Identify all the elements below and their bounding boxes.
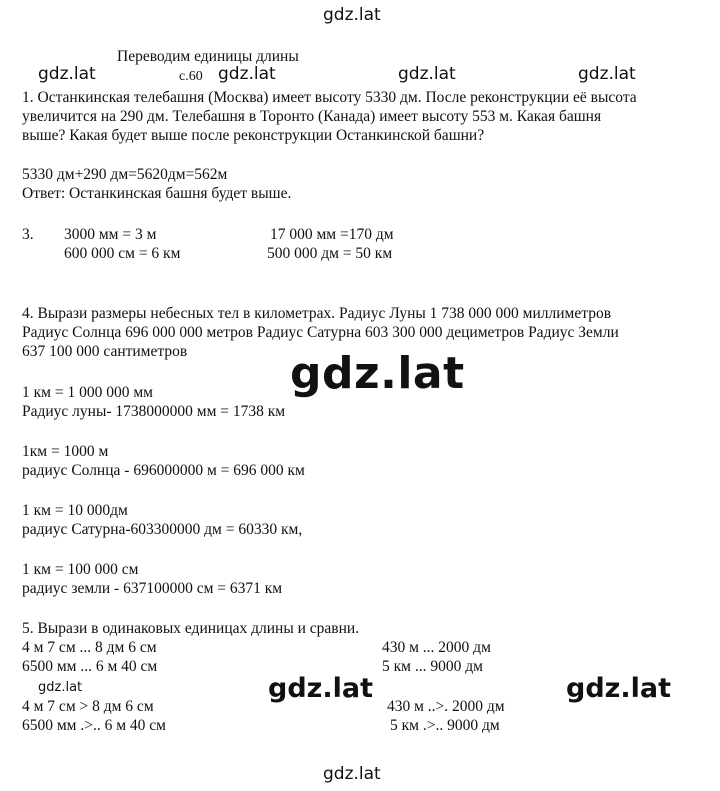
task3-item: 3000 мм = 3 м bbox=[64, 226, 157, 243]
watermark-mid-center: gdz.lat bbox=[268, 673, 374, 704]
watermark-top: gdz.lat bbox=[323, 5, 381, 25]
page-number: с.60 bbox=[179, 69, 203, 84]
watermark-big-center: gdz.lat bbox=[290, 348, 465, 399]
task5-answer: 4 м 7 см > 8 дм 6 см bbox=[22, 698, 154, 715]
watermark-mid-right: gdz.lat bbox=[566, 673, 672, 704]
task4-line: Радиус луны- 1738000000 мм = 1738 км bbox=[22, 403, 286, 420]
task5-item: 6500 мм ... 6 м 40 см bbox=[22, 658, 158, 675]
task1-answer: Ответ: Останкинская башня будет выше. bbox=[22, 185, 292, 202]
task1-line: 1. Останкинская телебашня (Москва) имеет высоту 5330 дм. После реконструкции её высота bbox=[22, 89, 637, 106]
page-title: Переводим единицы длины bbox=[117, 48, 299, 65]
task5-answer: 6500 мм .>.. 6 м 40 см bbox=[22, 717, 166, 734]
task3-item: 17 000 мм =170 дм bbox=[270, 226, 394, 243]
task5-answer: 5 км .>.. 9000 дм bbox=[390, 717, 500, 734]
task4-line: 1 км = 100 000 см bbox=[22, 561, 139, 578]
task4-line: 1км = 1000 м bbox=[22, 443, 109, 460]
task4-line: радиус земли - 637100000 см = 6371 км bbox=[22, 580, 283, 597]
watermark-row-3: gdz.lat bbox=[398, 64, 456, 84]
task4-line: 637 100 000 сантиметров bbox=[22, 343, 188, 360]
task4-line: 1 км = 1 000 000 мм bbox=[22, 384, 153, 401]
watermark-bottom: gdz.lat bbox=[323, 764, 381, 784]
watermark-row-4: gdz.lat bbox=[578, 64, 636, 84]
task5-item: 5 км ... 9000 дм bbox=[382, 658, 483, 675]
task5-item: 4 м 7 см ... 8 дм 6 см bbox=[22, 639, 157, 656]
task3-number: 3. bbox=[22, 226, 34, 243]
task4-line: 1 км = 10 000дм bbox=[22, 502, 128, 519]
watermark-row-1: gdz.lat bbox=[38, 64, 96, 84]
task1-text bbox=[22, 88, 712, 145]
task4-line: Радиус Солнца 696 000 000 метров Радиус Сатурна 603 300 000 дециметров Радиус Земли bbox=[22, 324, 619, 341]
task1-solution: 5330 дм+290 дм=5620дм=562м bbox=[22, 166, 228, 183]
task3-item: 600 000 см = 6 км bbox=[64, 245, 181, 262]
task4-line: радиус Сатурна-603300000 дм = 60330 км, bbox=[22, 521, 303, 538]
task3-item: 500 000 дм = 50 км bbox=[267, 245, 393, 262]
task5-item: 430 м ... 2000 дм bbox=[382, 639, 491, 656]
task5-answer: 430 м ..>. 2000 дм bbox=[387, 698, 505, 715]
task4-line: радиус Солнца - 696000000 м = 696 000 км bbox=[22, 462, 305, 479]
task1-line: выше? Какая будет выше после реконструкции Останкинской башни? bbox=[22, 127, 485, 144]
task5-title: 5. Вырази в одинаковых единицах длины и сравни. bbox=[22, 620, 360, 637]
watermark-small-left: gdz.lat bbox=[38, 680, 83, 695]
task1-line: увеличится на 290 дм. Телебашня в Торонто (Канада) имеет высоту 553 м. Какая башня bbox=[22, 108, 602, 125]
watermark-row-2: gdz.lat bbox=[218, 64, 276, 84]
task4-line: 4. Вырази размеры небесных тел в километрах. Радиус Луны 1 738 000 000 миллиметров bbox=[22, 305, 612, 322]
